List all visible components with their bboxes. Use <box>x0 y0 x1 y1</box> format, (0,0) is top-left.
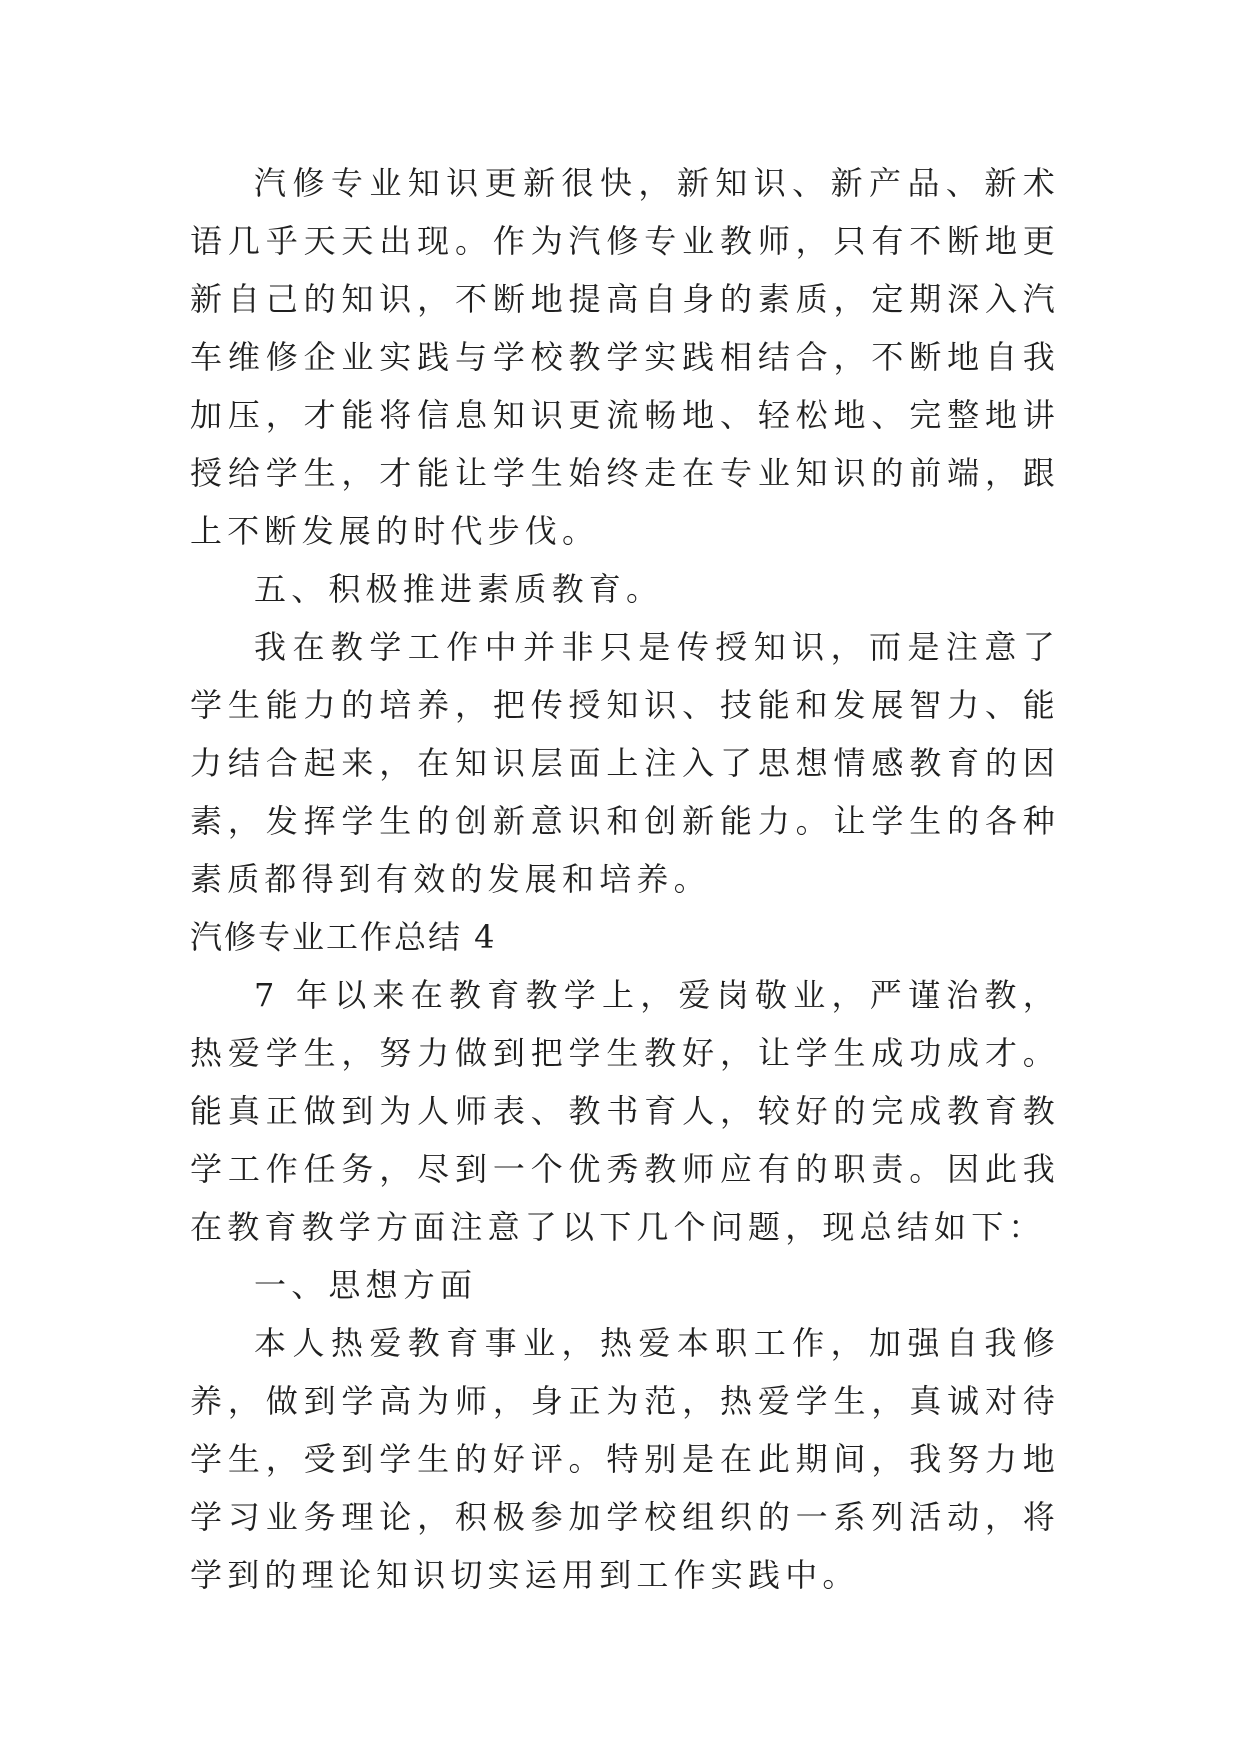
section-heading-quality-education: 五、积极推进素质教育。 <box>254 570 664 608</box>
document-title-summary-4: 汽修专业工作总结 4 <box>190 918 497 956</box>
paragraph-seven-years: 7 年以来在教育教学上，爱岗敬业，严谨治教，热爱学生，努力做到把学生教好，让学生成功成才。能真正做到为人师表、教书育人，较好的完成教育教学工作任务，尽到一个优秀教师应有的职责。因此我在教育教学方面注意了以下几个问题，现总结如下： <box>190 976 1060 1246</box>
paragraph-quality-education: 我在教学工作中并非只是传授知识，而是注意了学生能力的培养，把传授知识、技能和发展智力、能力结合起来，在知识层面上注入了思想情感教育的因素，发挥学生的创新意识和创新能力。让学生的各种素质都得到有效的发展和培养。 <box>190 628 1060 898</box>
paragraph-professional-knowledge: 汽修专业知识更新很快，新知识、新产品、新术语几乎天天出现。作为汽修专业教师，只有不断地更新自己的知识，不断地提高自身的素质，定期深入汽车维修企业实践与学校教学实践相结合，不断地自我加压，才能将信息知识更流畅地、轻松地、完整地讲授给学生，才能让学生始终走在专业知识的前端，跟上不断发展的时代步伐。 <box>190 164 1060 550</box>
document-body <box>190 154 1060 1604</box>
section-heading-ideology: 一、思想方面 <box>254 1266 478 1304</box>
paragraph-ideology: 本人热爱教育事业，热爱本职工作，加强自我修养，做到学高为师，身正为范，热爱学生，真诚对待学生，受到学生的好评。特别是在此期间，我努力地学习业务理论，积极参加学校组织的一系列活动，将学到的理论知识切实运用到工作实践中。 <box>190 1324 1060 1594</box>
